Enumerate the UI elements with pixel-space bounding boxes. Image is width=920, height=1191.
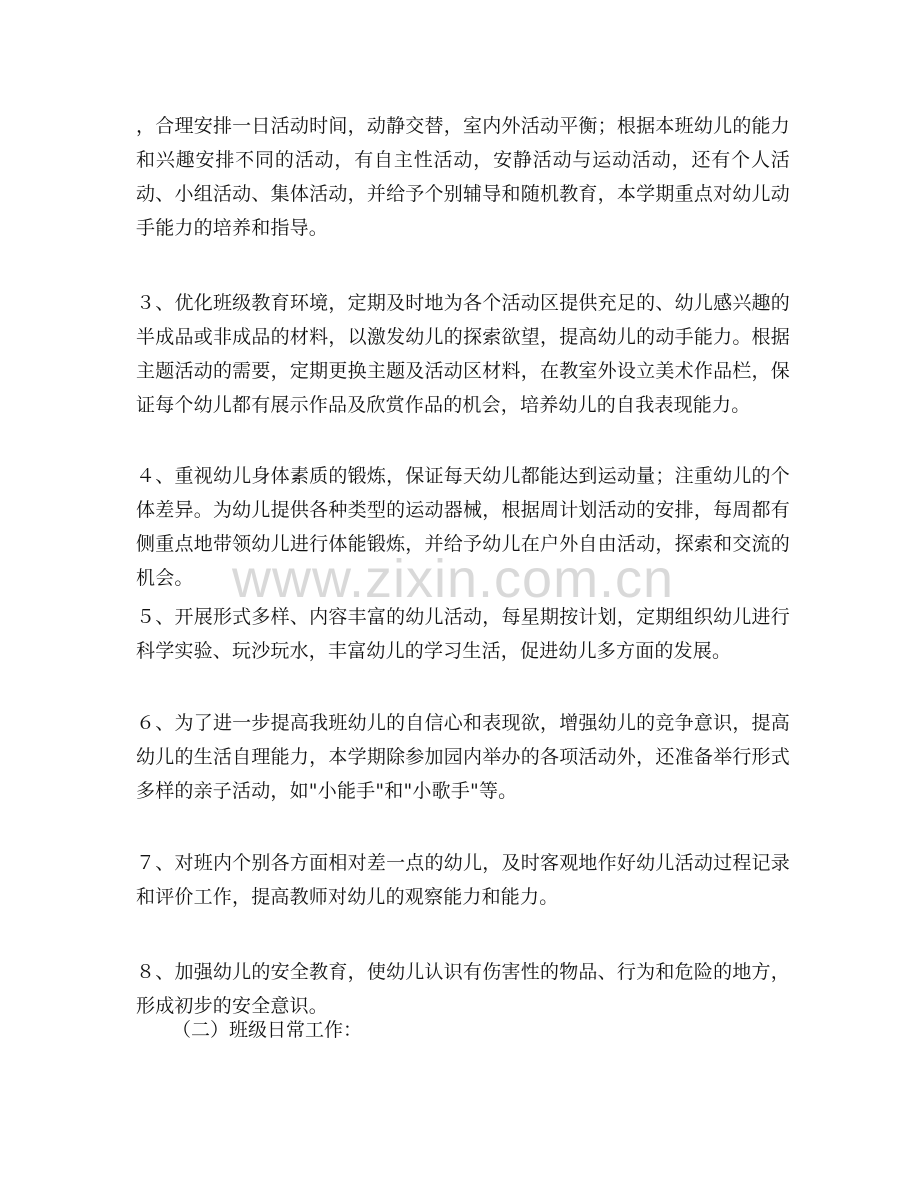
section-subheading: （二）班级日常工作： <box>172 1019 363 1041</box>
paragraph-item-8: ８、加强幼儿的安全教育，使幼儿认识有伤害性的物品、行为和危险的地方，形成初步的安全意识。 <box>136 961 790 1017</box>
paragraph-item-7: ７、对班内个别各方面相对差一点的幼儿，及时客观地作好幼儿活动过程记录和评价工作，提高教师对幼儿的观察能力和能力。 <box>136 852 790 908</box>
paragraph-item-3: ３、优化班级教育环境，定期及时地为各个活动区提供充足的、幼儿感兴趣的半成品或非成品的材料，以激发幼儿的探索欲望，提高幼儿的动手能力。根据主题活动的需要，定期更换主题及活动区材料，在教室外设立美术作品栏，保证每个幼儿都有展示作品及欣赏作品的机会，培养幼儿的自我表现能力。 <box>136 292 790 416</box>
paragraph-item-5: ５、开展形式多样、内容丰富的幼儿活动，每星期按计划，定期组织幼儿进行科学实验、玩沙玩水，丰富幼儿的学习生活，促进幼儿多方面的发展。 <box>136 606 790 662</box>
paragraph-item-4: ４、重视幼儿身体素质的锻炼，保证每天幼儿都能达到运动量；注重幼儿的个体差异。为幼儿提供各种类型的运动器械，根据周计划活动的安排，每周都有侧重点地带领幼儿进行体能锻炼，并给予幼儿在户外自由活动，探索和交流的机会。 <box>136 465 790 589</box>
paragraph-activity-arrangement: ，合理安排一日活动时间，动静交替，室内外活动平衡；根据本班幼儿的能力和兴趣安排不同的活动，有自主性活动，安静活动与运动活动，还有个人活动、小组活动、集体活动，并给予个别辅导和随机教育，本学期重点对幼儿动手能力的培养和指导。 <box>136 115 790 239</box>
paragraph-item-6: ６、为了进一步提高我班幼儿的自信心和表现欲，增强幼儿的竞争意识，提高幼儿的生活自理能力，本学期除参加园内举办的各项活动外，还准备举行形式多样的亲子活动，如"小能手"和"小歌手"等。 <box>136 712 790 802</box>
watermark: www.zixin.com.cn <box>232 549 675 609</box>
